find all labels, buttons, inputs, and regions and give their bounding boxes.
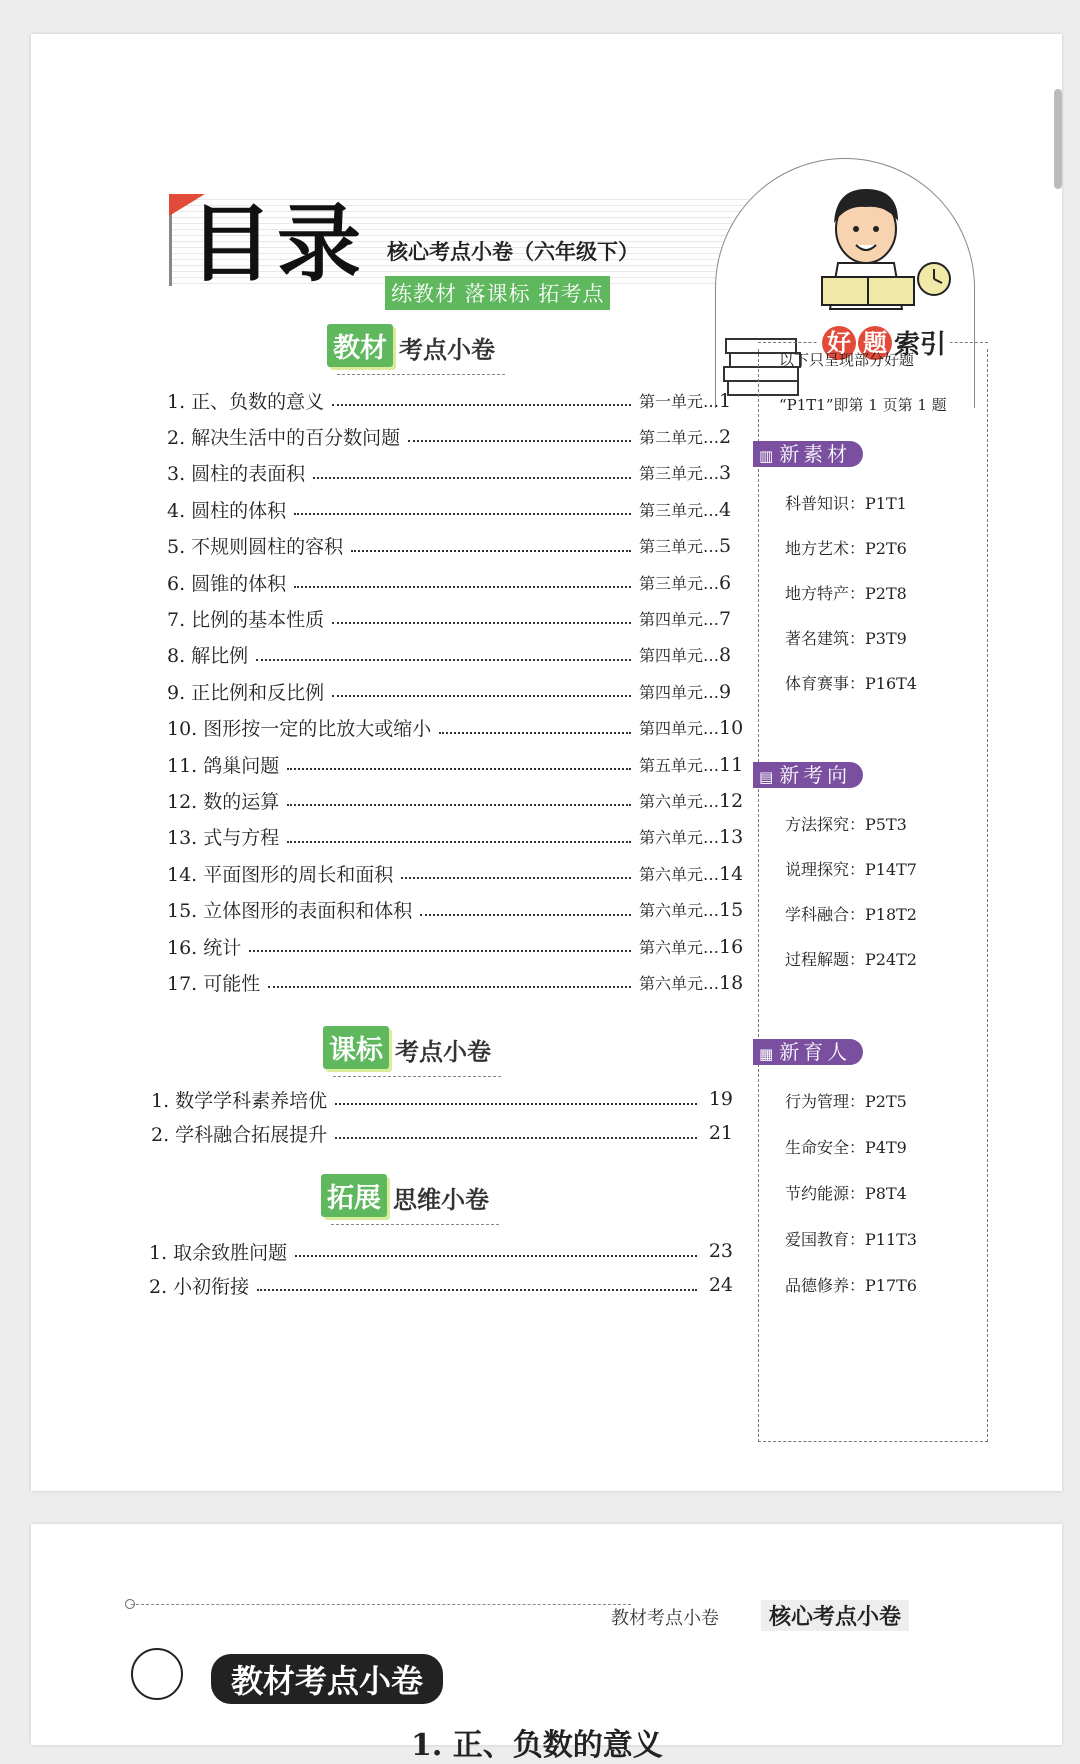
document-icon xyxy=(131,1648,183,1700)
index-title-char: 题 xyxy=(858,326,892,360)
page-number: 15 xyxy=(719,899,744,922)
toc-item-unit: 第四单元…10 xyxy=(639,717,744,740)
index-item[interactable]: 著名建筑：P3T9 xyxy=(785,629,907,648)
index-item[interactable]: 过程解题：P24T2 xyxy=(785,950,917,969)
toc-item-unit: 第四单元…8 xyxy=(639,644,732,667)
dot-leader xyxy=(439,722,631,734)
section-title-rest: 思维小卷 xyxy=(393,1186,489,1214)
toc-item-title: 12. 数的运算 xyxy=(167,790,280,813)
toc-item-unit: 第五单元…11 xyxy=(639,753,744,776)
toc-header xyxy=(137,158,969,306)
toc-item-unit: 第六单元…12 xyxy=(639,789,744,812)
unit-label: 第四单元 xyxy=(639,646,704,666)
page-number: 12 xyxy=(719,789,744,812)
toc-row[interactable] xyxy=(167,569,733,595)
unit-label: 第六单元 xyxy=(639,791,704,811)
page-number: 11 xyxy=(719,753,744,776)
toc-item-unit: 第四单元…9 xyxy=(639,680,732,703)
toc-row[interactable] xyxy=(167,897,744,923)
dot-leader xyxy=(249,940,631,952)
section-title-rest: 考点小卷 xyxy=(399,336,495,364)
index-group-label: 新素材 xyxy=(779,442,852,466)
toc-item-title: 7. 比例的基本性质 xyxy=(167,608,325,631)
index-title-char: 好 xyxy=(822,326,856,360)
toc-item-unit: 第三单元…4 xyxy=(639,498,732,521)
index-group-badge xyxy=(753,762,863,788)
unit-label: 第四单元 xyxy=(639,609,704,629)
unit-label: 第四单元 xyxy=(639,719,704,739)
toc-item-title: 14. 平面图形的周长和面积 xyxy=(167,863,394,886)
scrollbar[interactable] xyxy=(1054,89,1062,189)
toc-item-title: 1. 正、负数的意义 xyxy=(167,390,325,413)
page-number: 3 xyxy=(719,462,732,485)
toc-row[interactable] xyxy=(167,715,744,741)
good-questions-index xyxy=(758,349,988,1442)
toc-row[interactable] xyxy=(151,1120,733,1146)
page-number: 13 xyxy=(719,826,744,849)
unit-label: 第六单元 xyxy=(639,864,704,884)
dot-leader xyxy=(408,430,631,442)
index-item[interactable]: 学科融合：P18T2 xyxy=(785,905,917,924)
index-item[interactable]: 科普知识：P1T1 xyxy=(785,494,907,513)
toc-row[interactable] xyxy=(149,1272,733,1298)
page-number: 10 xyxy=(719,717,744,740)
section-tag: 教材 xyxy=(327,324,393,367)
toc-row[interactable] xyxy=(167,496,733,522)
next-page-preview xyxy=(31,1524,1062,1763)
unit-label: 第六单元 xyxy=(639,901,704,921)
unit-label: 第三单元 xyxy=(639,573,704,593)
page-number: 8 xyxy=(719,644,732,667)
toc-item-unit: 第四单元…7 xyxy=(639,607,732,630)
toc-item-unit: 第六单元…15 xyxy=(639,899,744,922)
toc-row[interactable] xyxy=(151,1086,733,1112)
page-number: 5 xyxy=(719,535,732,558)
toc-row[interactable] xyxy=(167,860,744,886)
open-book-icon: ▦ xyxy=(759,1045,778,1063)
page-number: 18 xyxy=(719,971,744,994)
toc-item-title: 2. 解决生活中的百分数问题 xyxy=(167,426,401,449)
toc-row[interactable] xyxy=(167,605,733,631)
page-title: 目录 xyxy=(189,195,366,293)
dot-leader xyxy=(401,867,631,879)
page-number: 21 xyxy=(708,1122,733,1144)
page-number: 24 xyxy=(708,1274,733,1296)
header-dashed-line xyxy=(131,1604,631,1605)
unit-label: 第一单元 xyxy=(639,391,704,411)
section-curriculum-title xyxy=(323,1026,491,1069)
index-item[interactable]: 行为管理：P2T5 xyxy=(785,1092,907,1111)
toc-item-title: 10. 图形按一定的比放大或缩小 xyxy=(167,718,432,741)
index-item[interactable]: 说理探究：P14T7 xyxy=(785,860,917,879)
toc-item-title: 13. 式与方程 xyxy=(167,827,280,850)
toc-row[interactable] xyxy=(167,969,744,995)
section-title: 教材考点小卷 xyxy=(211,1654,443,1704)
page-number: 7 xyxy=(719,607,732,630)
index-group-badge xyxy=(753,1039,863,1065)
toc-item-unit: 第六单元…18 xyxy=(639,971,744,994)
page-number: 16 xyxy=(719,935,744,958)
dot-leader xyxy=(335,1127,697,1139)
dot-leader xyxy=(294,503,631,515)
toc-row[interactable] xyxy=(167,933,744,959)
book-icon: ▥ xyxy=(759,447,778,465)
dot-leader xyxy=(332,612,631,624)
toc-item-title: 2. 学科融合拓展提升 xyxy=(151,1123,328,1146)
dot-leader xyxy=(287,831,631,843)
toc-item-title: 8. 解比例 xyxy=(167,645,249,668)
dot-leader xyxy=(332,685,631,697)
toc-item-title: 3. 圆柱的表面积 xyxy=(167,463,306,486)
index-item[interactable]: 生命安全：P4T9 xyxy=(785,1138,907,1157)
page-number: 23 xyxy=(708,1240,733,1262)
toc-row[interactable] xyxy=(167,642,733,668)
toc-item-title: 6. 圆锥的体积 xyxy=(167,572,287,595)
index-group-badge xyxy=(753,441,863,467)
dot-leader xyxy=(268,976,631,988)
dot-leader xyxy=(332,394,631,406)
toc-item-title: 16. 统计 xyxy=(167,936,242,959)
section-extension-title xyxy=(321,1174,489,1217)
index-note: “P1T1”即第 1 页第 1 题 xyxy=(779,396,947,414)
index-title-rest: 索引 xyxy=(894,330,947,360)
index-item[interactable]: 爱国教育：P11T3 xyxy=(785,1230,917,1249)
toc-row[interactable] xyxy=(149,1238,733,1264)
toc-item-unit: 第三单元…5 xyxy=(639,535,732,558)
running-header: 教材考点小卷 xyxy=(611,1608,719,1629)
dot-leader xyxy=(335,1093,697,1105)
toc-row[interactable] xyxy=(167,824,744,850)
toc-item-title: 4. 圆柱的体积 xyxy=(167,499,287,522)
unit-label: 第六单元 xyxy=(639,937,704,957)
alarm-clock-icon xyxy=(918,263,950,295)
unit-label: 第三单元 xyxy=(639,537,704,557)
toc-row[interactable] xyxy=(167,678,733,704)
dot-leader xyxy=(351,540,631,552)
toc-item-title: 1. 取余致胜问题 xyxy=(149,1241,288,1264)
toc-row[interactable] xyxy=(167,423,733,449)
page-number: 6 xyxy=(719,571,732,594)
toc-item-title: 15. 立体图形的表面积和体积 xyxy=(167,900,413,923)
toc-item-unit: 第六单元…16 xyxy=(639,935,744,958)
toc-item-unit: 第六单元…14 xyxy=(639,862,744,885)
toc-item-unit: 第一单元…1 xyxy=(639,389,732,412)
page-number: 2 xyxy=(719,425,732,448)
index-note: 以下只呈现部分好题 xyxy=(779,351,915,369)
index-item[interactable]: 地方特产：P2T8 xyxy=(785,584,907,603)
unit-label: 第六单元 xyxy=(639,973,704,993)
toc-page xyxy=(31,34,1062,1491)
toc-row[interactable] xyxy=(167,533,733,559)
toc-item-title: 5. 不规则圆柱的容积 xyxy=(167,536,344,559)
index-group-label: 新育人 xyxy=(779,1040,852,1064)
section-textbook-title xyxy=(327,324,495,367)
document-icon: ▤ xyxy=(759,768,778,786)
unit-label: 第三单元 xyxy=(639,500,704,520)
running-header-book: 核心考点小卷 xyxy=(761,1600,909,1631)
unit-label: 第三单元 xyxy=(639,464,704,484)
dot-leader xyxy=(420,904,631,916)
unit-label: 第六单元 xyxy=(639,828,704,848)
book-slogan: 练教材 落课标 拓考点 xyxy=(385,276,610,310)
index-group-label: 新考向 xyxy=(779,763,852,787)
page-number: 1 xyxy=(719,389,732,412)
unit-label: 第二单元 xyxy=(639,427,704,447)
boy-icon xyxy=(822,189,914,309)
section-tag: 拓展 xyxy=(321,1174,387,1217)
lesson-title: 1. 正、负数的意义 xyxy=(411,1728,663,1763)
book-subtitle: 核心考点小卷（六年级下） xyxy=(387,240,639,264)
unit-label: 第四单元 xyxy=(639,682,704,702)
toc-item-unit: 第二单元…2 xyxy=(639,425,732,448)
toc-item-title: 1. 数学学科素养培优 xyxy=(151,1089,328,1112)
toc-item-unit: 第三单元…6 xyxy=(639,571,732,594)
index-item[interactable]: 节约能源：P8T4 xyxy=(785,1184,907,1203)
toc-item-unit: 第三单元…3 xyxy=(639,462,732,485)
toc-row[interactable] xyxy=(167,787,744,813)
toc-item-title: 2. 小初衔接 xyxy=(149,1275,250,1298)
toc-row[interactable] xyxy=(167,387,733,413)
toc-row[interactable] xyxy=(167,460,733,486)
page-number: 19 xyxy=(708,1088,733,1110)
page-number: 14 xyxy=(719,862,744,885)
toc-item-title: 11. 鸽巢问题 xyxy=(167,754,280,777)
toc-row[interactable] xyxy=(167,751,744,777)
index-item[interactable]: 方法探究：P5T3 xyxy=(785,815,907,834)
dot-leader xyxy=(295,1245,697,1257)
index-item[interactable]: 地方艺术：P2T6 xyxy=(785,539,907,558)
dot-leader xyxy=(257,1279,697,1291)
toc-item-unit: 第六单元…13 xyxy=(639,826,744,849)
unit-label: 第五单元 xyxy=(639,755,704,775)
index-item[interactable]: 体育赛事：P16T4 xyxy=(785,674,917,693)
dot-leader xyxy=(294,576,631,588)
toc-item-title: 9. 正比例和反比例 xyxy=(167,681,325,704)
toc-item-title: 17. 可能性 xyxy=(167,972,261,995)
page-number: 4 xyxy=(719,498,732,521)
dot-leader xyxy=(287,794,631,806)
dot-leader xyxy=(313,467,631,479)
dot-leader xyxy=(287,758,631,770)
index-item[interactable]: 品德修养：P17T6 xyxy=(785,1276,917,1295)
section-tag: 课标 xyxy=(323,1026,389,1069)
dot-leader xyxy=(256,649,631,661)
page-number: 9 xyxy=(719,680,732,703)
section-title-rest: 考点小卷 xyxy=(395,1038,491,1066)
